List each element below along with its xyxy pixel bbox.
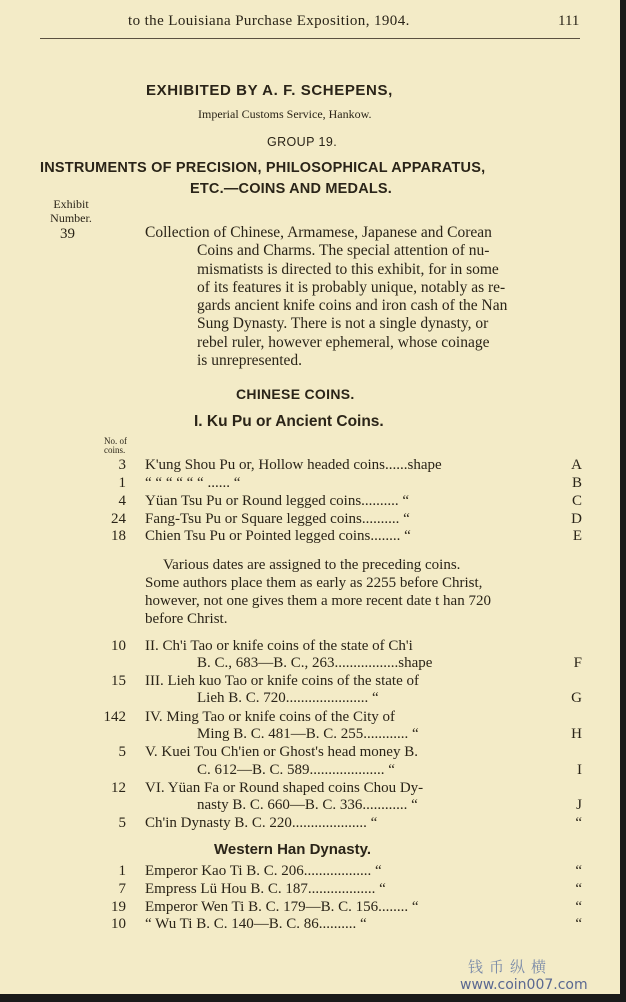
coin-entry: K'ung Shou Pu or, Hollow headed coins......shape (145, 457, 442, 473)
coin-count: 4 (118, 493, 126, 509)
coin-entry-continued: nasty B. C. 660—B. C. 336............ “ (197, 797, 418, 813)
coin-entry: VI. Yüan Fa or Round shaped coins Chou Dy- (145, 780, 424, 796)
shape-letter: J (576, 797, 582, 813)
chinese-coins-heading: CHINESE COINS. (236, 386, 355, 402)
coin-count: 7 (118, 881, 126, 897)
exhibit-number: 39 (60, 226, 75, 242)
coin-entry: IV. Ming Tao or knife coins of the City of (145, 709, 396, 725)
coin-entry: Yüan Tsu Pu or Round legged coins.......... “ (145, 493, 410, 509)
western-han-heading: Western Han Dynasty. (214, 841, 371, 858)
exhibitor-affiliation: Imperial Customs Service, Hankow. (198, 107, 372, 121)
coin-count: 18 (111, 528, 126, 544)
shape-letter: A (571, 457, 582, 473)
coin-entry: Emperor Wen Ti B. C. 179—B. C. 156........ “ (145, 899, 419, 915)
shape-letter: “ (575, 881, 582, 897)
coin-entry-continued: Lieh B. C. 720...................... “ (197, 690, 379, 706)
shape-letter: B (571, 475, 582, 491)
coin-entry: III. Lieh kuo Tao or knife coins of the state of (145, 673, 420, 689)
shape-letter: H (571, 726, 582, 742)
note-line: Various dates are assigned to the preceding coins. (163, 557, 461, 573)
watermark-url: www.coin007.com (460, 977, 588, 993)
coin-count: 1 (118, 863, 126, 879)
description-line: gards ancient knife coins and iron cash of the Nan (197, 297, 508, 315)
number-of-coins-label: No. of coins. (104, 436, 127, 455)
note-line: however, not one gives them a more recent date t han 720 (145, 593, 491, 609)
exhibit-number-label: Exhibit Number. (50, 197, 92, 225)
coin-entry-continued: Ming B. C. 481—B. C. 255............ “ (197, 726, 419, 742)
coin-entry: II. Ch'i Tao or knife coins of the state of Ch'i (145, 638, 413, 654)
exhibit-description (145, 224, 582, 370)
shape-letter: “ (575, 815, 582, 831)
coin-count: 19 (111, 899, 126, 915)
shape-letter: G (571, 690, 582, 706)
coin-count: 142 (103, 709, 126, 725)
dating-note (145, 556, 582, 628)
description-line: mismatists is directed to this exhibit, for in some (197, 260, 499, 278)
shape-letter: “ (575, 916, 582, 932)
coin-entry: Ch'in Dynasty B. C. 220.................... “ (145, 815, 378, 831)
page-number: 111 (558, 13, 580, 29)
coin-count: 12 (111, 780, 126, 796)
shape-letter: “ (575, 899, 582, 915)
scan-edge-right (620, 0, 626, 1002)
watermark-chinese: 钱币纵横 (468, 958, 553, 976)
coin-entry: Chien Tsu Pu or Pointed legged coins........ “ (145, 528, 411, 544)
description-line: of its features it is probably unique, notably as re- (197, 278, 506, 296)
scan-edge-bottom (0, 994, 626, 1002)
description-line: Sung Dynasty. There is not a single dynasty, or (197, 315, 489, 333)
description-line: is unrepresented. (197, 352, 303, 370)
coin-count: 3 (118, 457, 126, 473)
coin-count: 10 (111, 916, 126, 932)
group-title-line-1: INSTRUMENTS OF PRECISION, PHILOSOPHICAL APPARATUS, (40, 160, 486, 176)
exhibitor-name: EXHIBITED BY A. F. SCHEPENS, (146, 82, 393, 99)
group-title-line-2: ETC.—COINS AND MEDALS. (190, 181, 393, 197)
coin-count: 5 (118, 815, 126, 831)
coin-entry: “ Wu Ti B. C. 140—B. C. 86.......... “ (145, 916, 367, 932)
note-line: Some authors place them as early as 2255 before Christ, (145, 575, 483, 591)
coin-count: 24 (111, 511, 126, 527)
coin-count: 5 (118, 744, 126, 760)
shape-letter: I (577, 762, 582, 778)
coin-count: 15 (111, 673, 126, 689)
shape-letter: D (571, 511, 582, 527)
group-label: GROUP 19. (267, 135, 338, 149)
coin-entry: Empress Lü Hou B. C. 187.................. “ (145, 881, 386, 897)
description-line: rebel ruler, however ephemeral, whose coinage (197, 333, 490, 351)
description-line: Coins and Charms. The special attention of nu- (197, 242, 490, 260)
coin-entry-continued: C. 612—B. C. 589.................... “ (197, 762, 395, 778)
note-line: before Christ. (145, 611, 228, 627)
coin-count: 1 (118, 475, 126, 491)
coin-entry: “ “ “ “ “ “ ...... “ (145, 475, 241, 491)
shape-letter: “ (575, 863, 582, 879)
coin-entry: V. Kuei Tou Ch'ien or Ghost's head money B. (145, 744, 418, 760)
coin-entry-continued: B. C., 683—B. C., 263.................shape (197, 655, 433, 671)
coin-entry: Emperor Kao Ti B. C. 206.................. “ (145, 863, 382, 879)
shape-letter: E (572, 528, 582, 544)
running-head: to the Louisiana Purchase Exposition, 1904. (128, 13, 410, 29)
ancient-coins-subheading: I. Ku Pu or Ancient Coins. (194, 413, 384, 430)
header-rule (40, 38, 580, 39)
description-line: Collection of Chinese, Armamese, Japanese and Corean (145, 224, 492, 241)
shape-letter: C (571, 493, 582, 509)
coin-count: 10 (111, 638, 126, 654)
shape-letter: F (573, 655, 582, 671)
coin-entry: Fang-Tsu Pu or Square legged coins.......... “ (145, 511, 410, 527)
